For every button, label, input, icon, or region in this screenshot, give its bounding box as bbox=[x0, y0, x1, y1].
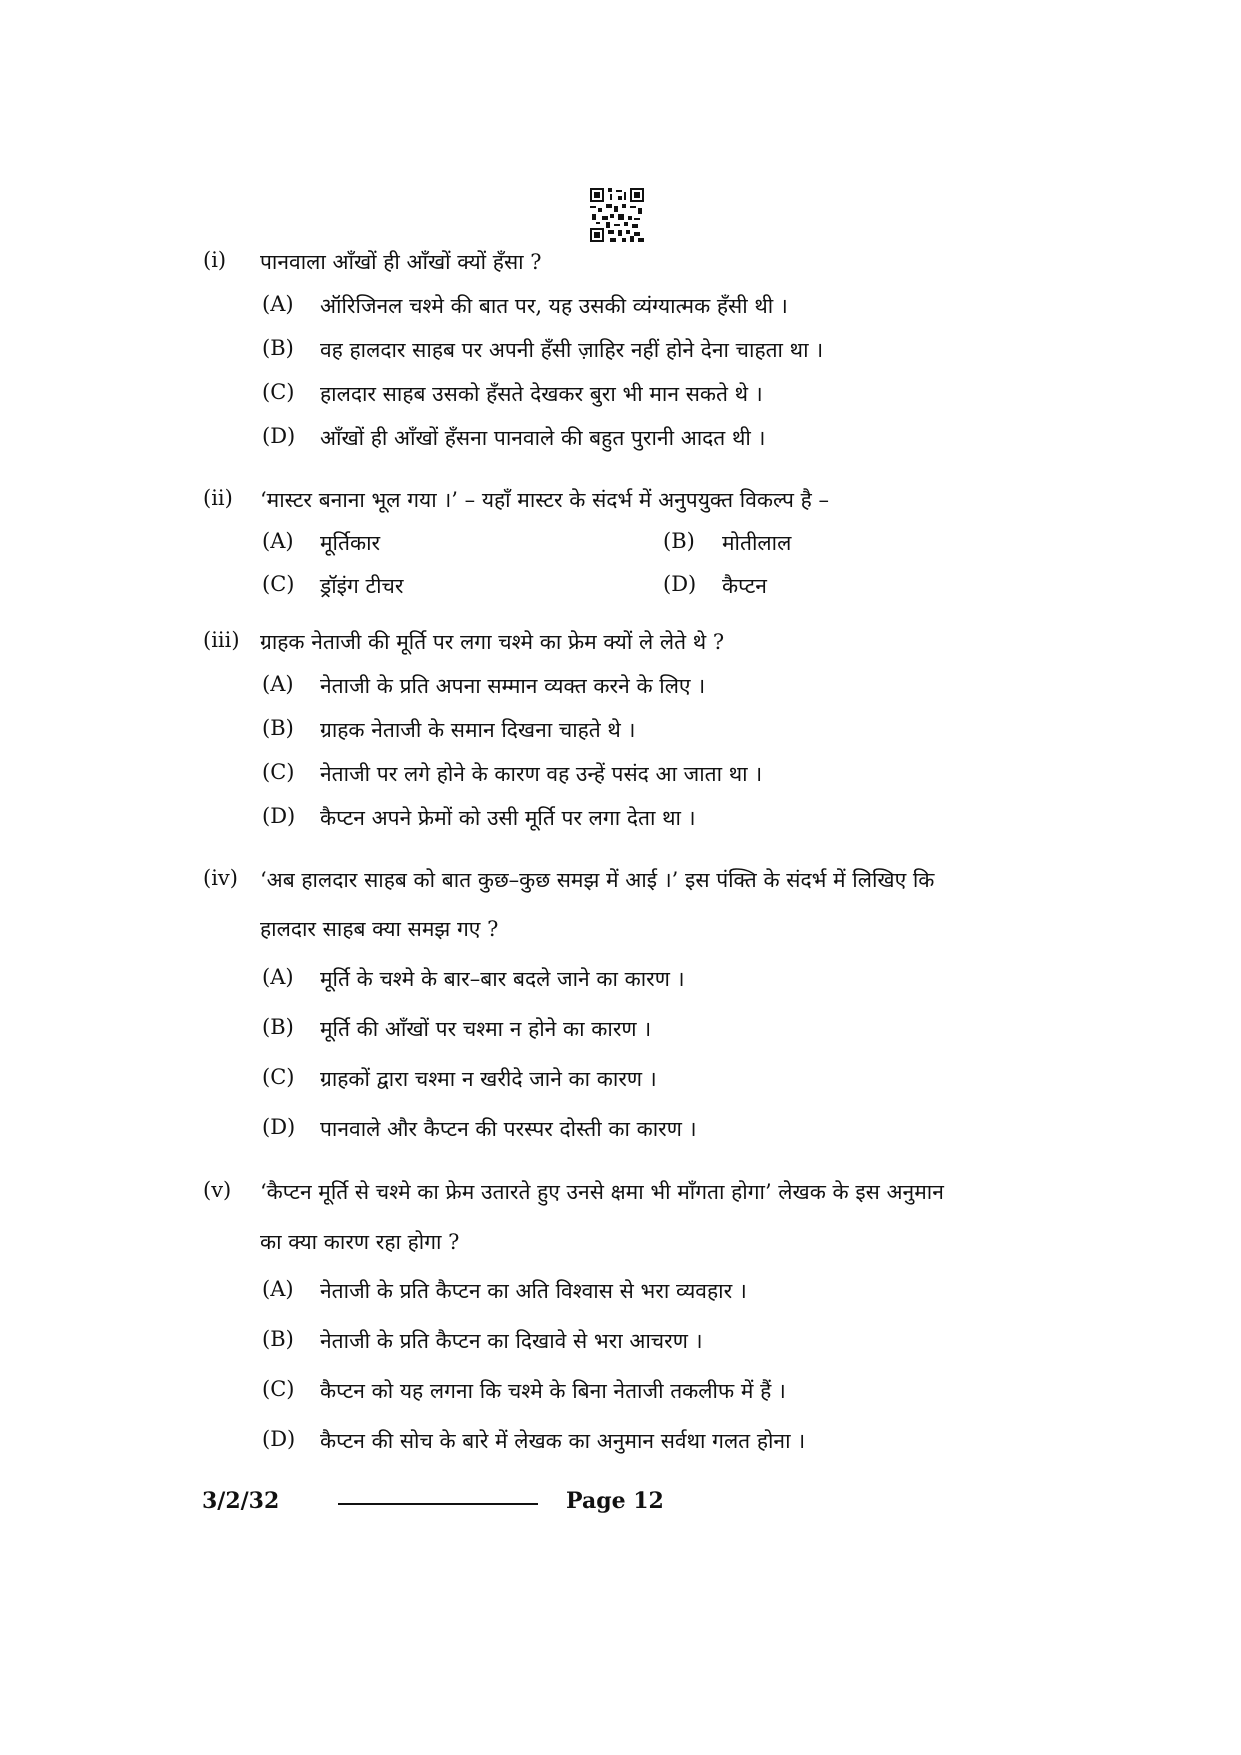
question-number: (i) bbox=[203, 248, 227, 272]
paper-code: 3/2/32 bbox=[202, 1488, 280, 1514]
question-number: (iii) bbox=[203, 628, 240, 652]
question-number: (v) bbox=[203, 1178, 232, 1202]
option-label: (D) bbox=[262, 1115, 296, 1139]
option-label: (B) bbox=[262, 1015, 294, 1039]
option-label: (B) bbox=[663, 529, 695, 553]
option-text: मूर्ति की आँखों पर चश्मा न होने का कारण । bbox=[320, 1017, 652, 1041]
option-label: (C) bbox=[262, 380, 295, 404]
option-label: (C) bbox=[262, 1377, 295, 1401]
option-text: ग्राहक नेताजी के समान दिखना चाहते थे । bbox=[320, 718, 636, 742]
question-text: ‘कैप्टन मूर्ति से चश्मे का फ्रेम उतारते हुए उनसे क्षमा भी माँगता होगा’ लेखक के इस अनुमान bbox=[260, 1180, 944, 1204]
option-text: मूर्तिकार bbox=[320, 531, 381, 555]
footer-divider bbox=[338, 1503, 538, 1505]
option-text: मोतीलाल bbox=[722, 531, 792, 555]
option-text: आँखों ही आँखों हँसना पानवाले की बहुत पुरानी आदत थी । bbox=[320, 426, 766, 450]
question-text: पानवाला आँखों ही आँखों क्यों हँसा ? bbox=[260, 250, 542, 274]
option-label: (D) bbox=[262, 804, 296, 828]
option-label: (A) bbox=[262, 292, 294, 316]
question-text-continued: का क्या कारण रहा होगा ? bbox=[260, 1230, 460, 1254]
option-label: (C) bbox=[262, 760, 295, 784]
option-text: कैप्टन bbox=[722, 574, 767, 598]
option-text: पानवाले और कैप्टन की परस्पर दोस्ती का कारण । bbox=[320, 1117, 697, 1141]
option-text: मूर्ति के चश्मे के बार–बार बदले जाने का कारण । bbox=[320, 967, 685, 991]
question-text: ग्राहक नेताजी की मूर्ति पर लगा चश्मे का फ्रेम क्यों ले लेते थे ? bbox=[260, 630, 725, 654]
page-number: Page 12 bbox=[566, 1488, 664, 1514]
option-text: ड्रॉइंग टीचर bbox=[320, 574, 404, 598]
option-label: (D) bbox=[262, 1427, 296, 1451]
option-text: नेताजी के प्रति अपना सम्मान व्यक्त करने के लिए । bbox=[320, 674, 706, 698]
question-text: ‘मास्टर बनाना भूल गया ।’ – यहाँ मास्टर के संदर्भ में अनुपयुक्त विकल्प है – bbox=[260, 488, 829, 512]
option-label: (B) bbox=[262, 1327, 294, 1351]
question-number: (ii) bbox=[203, 486, 233, 510]
option-text: नेताजी के प्रति कैप्टन का दिखावे से भरा आचरण । bbox=[320, 1329, 703, 1353]
option-label: (B) bbox=[262, 716, 294, 740]
option-text: नेताजी पर लगे होने के कारण वह उन्हें पसंद आ जाता था । bbox=[320, 762, 763, 786]
option-label: (A) bbox=[262, 672, 294, 696]
question-text: ‘अब हालदार साहब को बात कुछ–कुछ समझ में आई ।’ इस पंक्ति के संदर्भ में लिखिए कि bbox=[260, 868, 935, 892]
option-text: ऑरिजिनल चश्मे की बात पर, यह उसकी व्यंग्यात्मक हँसी थी । bbox=[320, 294, 788, 318]
qr-code-icon bbox=[590, 188, 644, 242]
option-text: कैप्टन की सोच के बारे में लेखक का अनुमान सर्वथा गलत होना । bbox=[320, 1429, 806, 1453]
option-label: (D) bbox=[663, 572, 697, 596]
option-label: (A) bbox=[262, 965, 294, 989]
option-label: (C) bbox=[262, 572, 295, 596]
option-text: हालदार साहब उसको हँसते देखकर बुरा भी मान सकते थे । bbox=[320, 382, 763, 406]
option-label: (A) bbox=[262, 1277, 294, 1301]
option-text: नेताजी के प्रति कैप्टन का अति विश्वास से भरा व्यवहार । bbox=[320, 1279, 747, 1303]
option-label: (B) bbox=[262, 336, 294, 360]
option-text: कैप्टन को यह लगना कि चश्मे के बिना नेताजी तकलीफ में हैं । bbox=[320, 1379, 786, 1403]
option-label: (A) bbox=[262, 529, 294, 553]
option-label: (C) bbox=[262, 1065, 295, 1089]
question-number: (iv) bbox=[203, 866, 238, 890]
option-label: (D) bbox=[262, 424, 296, 448]
option-text: ग्राहकों द्वारा चश्मा न खरीदे जाने का कारण । bbox=[320, 1067, 657, 1091]
option-text: वह हालदार साहब पर अपनी हँसी ज़ाहिर नहीं होने देना चाहता था । bbox=[320, 338, 824, 362]
option-text: कैप्टन अपने फ्रेमों को उसी मूर्ति पर लगा देता था । bbox=[320, 806, 696, 830]
question-text-continued: हालदार साहब क्या समझ गए ? bbox=[260, 917, 499, 941]
